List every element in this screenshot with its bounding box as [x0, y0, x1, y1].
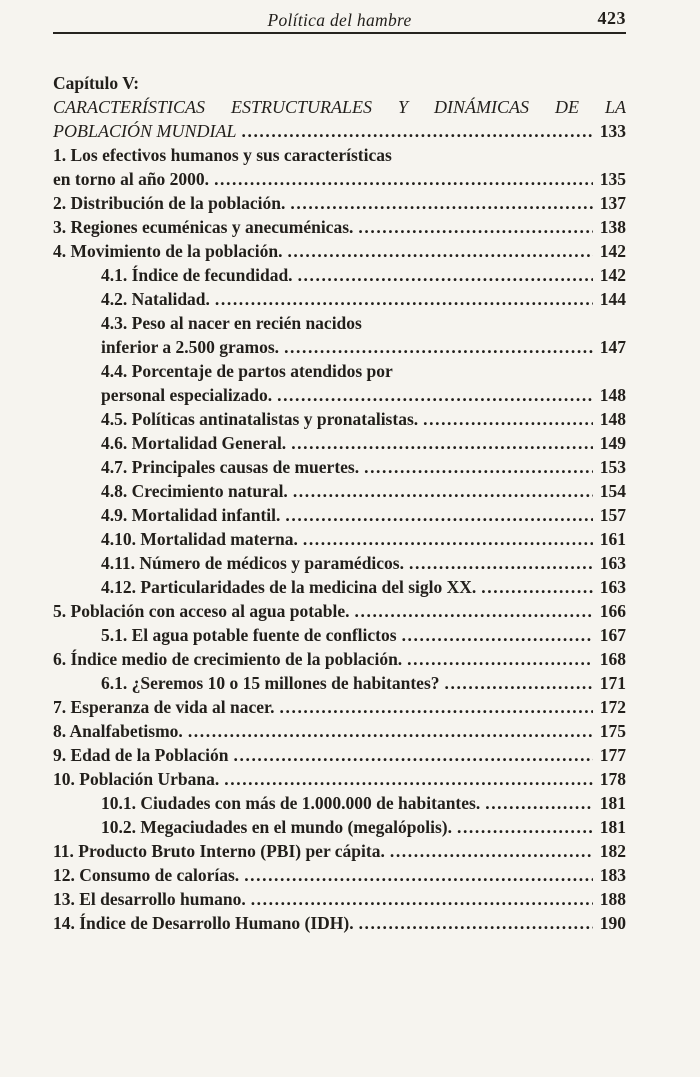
toc-entry-final-line — [53, 215, 626, 239]
toc-entry-final-line — [53, 767, 626, 791]
dot-leader — [359, 911, 593, 935]
toc-entry-page-ref: 181 — [599, 817, 626, 837]
page-number: 423 — [597, 8, 626, 28]
toc-entry-text: 5.1. El agua potable fuente de conflictos — [101, 625, 397, 645]
toc-entry — [53, 311, 626, 359]
toc-entry-page-ref: 183 — [599, 865, 626, 885]
toc-entry — [53, 479, 626, 503]
toc-entry-final-line — [53, 719, 626, 743]
toc-entry-final-line — [53, 239, 626, 263]
toc-entry-page-ref: 188 — [599, 889, 626, 909]
toc-entry-final-line — [101, 263, 626, 287]
dot-leader — [358, 215, 593, 239]
dot-leader — [402, 623, 593, 647]
dot-leader — [293, 479, 593, 503]
toc-entry-text: 10. Población Urbana. — [53, 769, 220, 789]
toc-entry-text: 8. Analfabetismo. — [53, 721, 183, 741]
running-head — [53, 0, 626, 34]
toc-entry-text: 4.8. Crecimiento natural. — [101, 481, 288, 501]
toc-entry-text: 6.1. ¿Seremos 10 o 15 millones de habitantes? — [101, 673, 440, 693]
toc-entry-page-ref: 148 — [599, 409, 626, 429]
toc-entry — [53, 911, 626, 935]
toc-entry-page-ref: 166 — [599, 601, 626, 621]
toc-entry-page-ref: 167 — [599, 625, 626, 645]
chapter-title-line-2 — [53, 119, 626, 143]
chapter-label: Capítulo V: — [53, 73, 140, 93]
toc-entry-text: 4.5. Políticas antinatalistas y pronatalistas. — [101, 409, 419, 429]
toc-entry-text: inferior a 2.500 gramos. — [101, 337, 280, 357]
toc-entry — [53, 263, 626, 287]
toc-entry-page-ref: 163 — [599, 577, 626, 597]
toc-entry — [53, 527, 626, 551]
dot-leader — [457, 815, 593, 839]
toc-entry — [53, 287, 626, 311]
dot-leader — [277, 383, 593, 407]
toc-entry — [53, 239, 626, 263]
toc-entry-page-ref: 172 — [599, 697, 626, 717]
dot-leader — [298, 263, 593, 287]
toc-entry — [53, 815, 626, 839]
chapter-heading — [53, 71, 626, 143]
toc-entry — [53, 839, 626, 863]
toc-entry-final-line — [101, 479, 626, 503]
toc-entry — [53, 407, 626, 431]
chapter-title-text: POBLACIÓN MUNDIAL — [53, 121, 237, 141]
toc-entry-page-ref: 190 — [599, 913, 626, 933]
dot-leader — [355, 599, 593, 623]
dot-leader — [290, 191, 593, 215]
toc-entry-final-line — [53, 695, 626, 719]
toc-entry-page-ref: 168 — [599, 649, 626, 669]
dot-leader — [481, 575, 593, 599]
toc-entry-page-ref: 148 — [599, 385, 626, 405]
book-page — [53, 0, 626, 1077]
toc-entry-text: 7. Esperanza de vida al nacer. — [53, 697, 275, 717]
toc-entry — [53, 599, 626, 623]
dot-leader — [280, 695, 593, 719]
dot-leader — [445, 671, 594, 695]
toc-entry-continuation-line: 4.4. Porcentaje de partos atendidos por — [101, 361, 393, 381]
toc-entry-text: 11. Producto Bruto Interno (PBI) per cápita. — [53, 841, 385, 861]
toc-entry-final-line — [101, 815, 626, 839]
toc-entry-text: 3. Regiones ecuménicas y anecuménicas. — [53, 217, 354, 237]
dot-leader — [291, 431, 593, 455]
dot-leader — [251, 887, 593, 911]
toc-entry-text: 10.1. Ciudades con más de 1.000.000 de habitantes. — [101, 793, 481, 813]
toc-entry-text: 4.10. Mortalidad materna. — [101, 529, 298, 549]
toc-entry-page-ref: 157 — [599, 505, 626, 525]
toc-entry — [53, 695, 626, 719]
toc-entry — [53, 671, 626, 695]
toc-entry-text: 4.6. Mortalidad General. — [101, 433, 287, 453]
toc-entry-page-ref: 142 — [599, 241, 626, 261]
toc-entry-text: 5. Población con acceso al agua potable. — [53, 601, 350, 621]
toc-entry-text: 13. El desarrollo humano. — [53, 889, 246, 909]
toc-list — [53, 143, 626, 935]
toc-entry-final-line — [101, 791, 626, 815]
toc-entry-text: 4.11. Número de médicos y paramédicos. — [101, 553, 404, 573]
dot-leader — [284, 335, 593, 359]
toc-entry — [53, 887, 626, 911]
toc-entry-page-ref: 182 — [599, 841, 626, 861]
toc-entry-page-ref: 181 — [599, 793, 626, 813]
dot-leader — [285, 503, 593, 527]
dot-leader — [423, 407, 593, 431]
toc-entry-text: 9. Edad de la Población — [53, 745, 229, 765]
toc-entry — [53, 863, 626, 887]
toc-entry — [53, 455, 626, 479]
toc-entry-text: 10.2. Megaciudades en el mundo (megalópolis). — [101, 817, 452, 837]
toc-entry — [53, 551, 626, 575]
toc-entry-final-line — [53, 647, 626, 671]
chapter-title-line-1: CARACTERÍSTICAS ESTRUCTURALES Y DINÁMICAS DE LA — [53, 97, 626, 117]
toc-entry-text: 4.2. Natalidad. — [101, 289, 210, 309]
toc-entry-final-line — [53, 167, 626, 191]
toc-entry-final-line — [53, 743, 626, 767]
toc-entry-final-line — [101, 407, 626, 431]
toc-entry-page-ref: 147 — [599, 337, 626, 357]
dot-leader — [485, 791, 593, 815]
toc-entry-page-ref: 153 — [599, 457, 626, 477]
dot-leader — [224, 767, 593, 791]
toc-entry-page-ref: 144 — [599, 289, 626, 309]
toc-entry-page-ref: 142 — [599, 265, 626, 285]
toc-entry-text: 4.7. Principales causas de muertes. — [101, 457, 360, 477]
toc-entry-page-ref: 175 — [599, 721, 626, 741]
toc-entry — [53, 791, 626, 815]
toc-entry — [53, 215, 626, 239]
toc-entry-page-ref: 163 — [599, 553, 626, 573]
dot-leader — [242, 119, 594, 143]
running-title: Política del hambre — [267, 10, 412, 30]
toc-entry — [53, 575, 626, 599]
toc-entry-text: 6. Índice medio de crecimiento de la población. — [53, 649, 403, 669]
toc-entry-text: personal especializado. — [101, 385, 273, 405]
toc-entry — [53, 719, 626, 743]
toc-entry-page-ref: 154 — [599, 481, 626, 501]
toc-entry-continuation-line: 1. Los efectivos humanos y sus características — [53, 145, 392, 165]
dot-leader — [287, 239, 593, 263]
dot-leader — [409, 551, 593, 575]
toc-entry-final-line — [53, 863, 626, 887]
toc-entry — [53, 647, 626, 671]
toc-entry-text: 4. Movimiento de la población. — [53, 241, 283, 261]
toc-entry-page-ref: 149 — [599, 433, 626, 453]
dot-leader — [364, 455, 593, 479]
toc-entry-continuation-line: 4.3. Peso al nacer en recién nacidos — [101, 313, 362, 333]
toc-entry — [53, 191, 626, 215]
toc-entry-page-ref: 178 — [599, 769, 626, 789]
toc-entry-text: 2. Distribución de la población. — [53, 193, 286, 213]
dot-leader — [214, 167, 593, 191]
toc-entry — [53, 503, 626, 527]
dot-leader — [390, 839, 593, 863]
toc-entry-final-line — [101, 575, 626, 599]
toc-entry — [53, 767, 626, 791]
toc-entry-text: 14. Índice de Desarrollo Humano (IDH). — [53, 913, 354, 933]
chapter-page-ref: 133 — [599, 121, 626, 141]
toc-entry — [53, 359, 626, 407]
toc-entry-final-line — [53, 911, 626, 935]
toc-entry-page-ref: 137 — [599, 193, 626, 213]
dot-leader — [303, 527, 593, 551]
toc-entry — [53, 143, 626, 191]
dot-leader — [244, 863, 593, 887]
toc-entry-text: 4.12. Particularidades de la medicina del siglo XX. — [101, 577, 477, 597]
toc-entry — [53, 623, 626, 647]
toc-entry-page-ref: 161 — [599, 529, 626, 549]
toc-entry-page-ref: 135 — [599, 169, 626, 189]
toc-entry — [53, 431, 626, 455]
toc-entry-page-ref: 171 — [599, 673, 626, 693]
toc-entry-final-line — [53, 599, 626, 623]
toc-entry-text: 4.1. Índice de fecundidad. — [101, 265, 293, 285]
toc-entry-final-line — [101, 503, 626, 527]
dot-leader — [188, 719, 593, 743]
toc-entry-final-line — [53, 191, 626, 215]
toc-entry-final-line — [101, 383, 626, 407]
toc-entry-final-line — [53, 839, 626, 863]
toc-entry — [53, 743, 626, 767]
toc-entry-page-ref: 177 — [599, 745, 626, 765]
toc-entry-final-line — [101, 551, 626, 575]
toc-entry-final-line — [101, 623, 626, 647]
toc-entry-final-line — [101, 527, 626, 551]
toc-entry-final-line — [101, 287, 626, 311]
toc-entry-text: 4.9. Mortalidad infantil. — [101, 505, 281, 525]
toc-entry-final-line — [101, 671, 626, 695]
toc-entry-final-line — [101, 431, 626, 455]
dot-leader — [407, 647, 593, 671]
toc-entry-final-line — [101, 335, 626, 359]
toc-entry-final-line — [101, 455, 626, 479]
dot-leader — [234, 743, 593, 767]
toc-entry-final-line — [53, 887, 626, 911]
toc-entry-text: 12. Consumo de calorías. — [53, 865, 240, 885]
toc-entry-text: en torno al año 2000. — [53, 169, 210, 189]
toc-entry-page-ref: 138 — [599, 217, 626, 237]
dot-leader — [215, 287, 593, 311]
